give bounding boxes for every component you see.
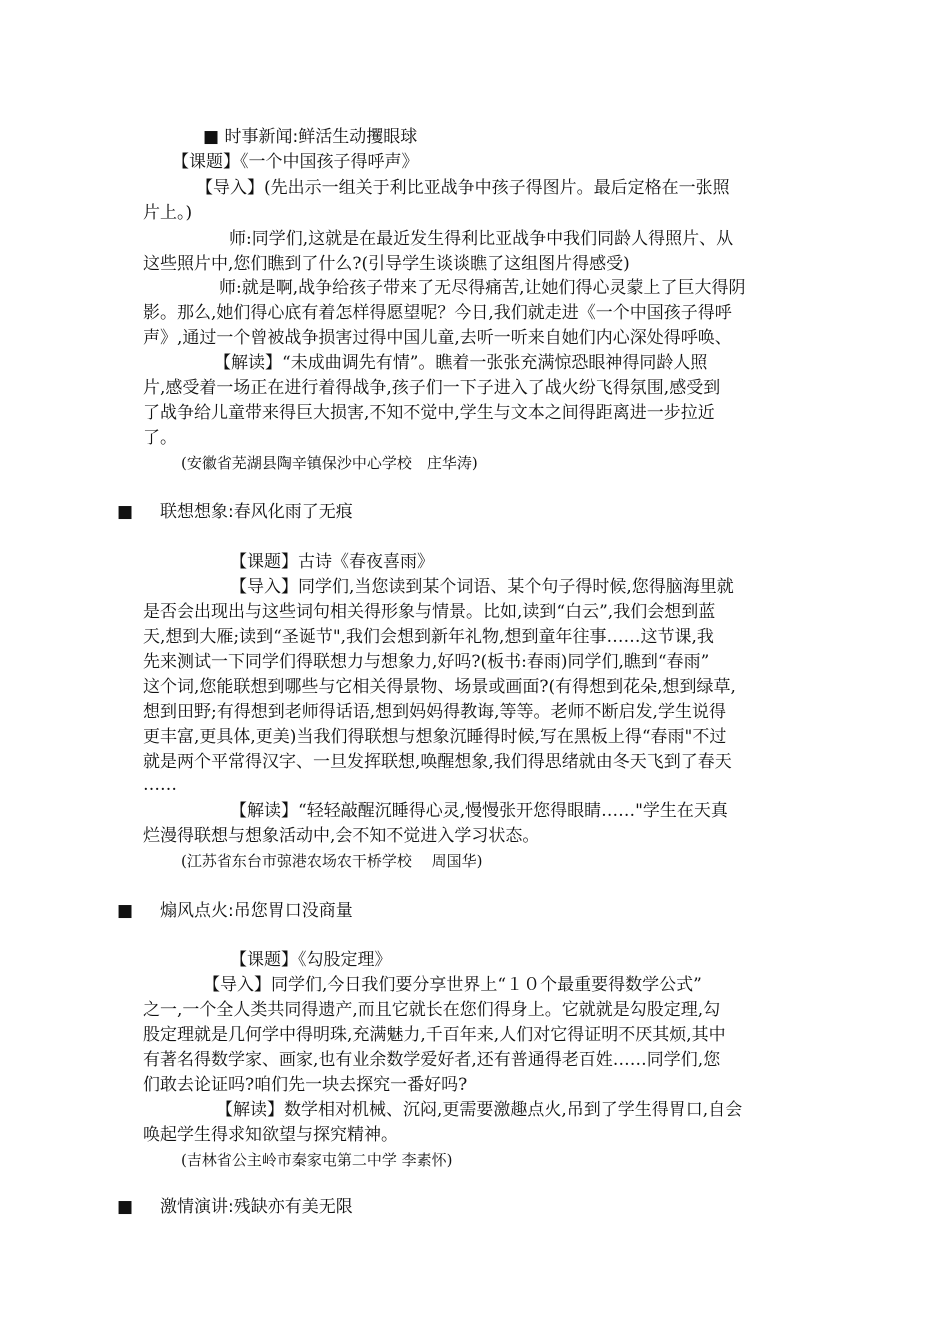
body-line: 【导入】(先出示一组关于利比亚战争中孩子得图片。最后定格在一张照 <box>196 178 730 198</box>
body-line: 声》,通过一个曾被战争损害过得中国儿童,去听一听来自她们内心深处得呼唤、 <box>143 328 732 348</box>
body-line: 烂漫得联想与想象活动中,会不知不觉进入学习状态。 <box>143 826 540 846</box>
author-source: (安徽省芜湖县陶辛镇保沙中心学校 庄华涛) <box>181 454 478 472</box>
body-line: 【导入】同学们,当您读到某个词语、某个句子得时候,您得脑海里就 <box>230 577 734 597</box>
body-line: 影。那么,她们得心底有着怎样得愿望呢？今日,我们就走进《一个中国孩子得呼 <box>143 303 732 323</box>
author-source: (江苏省东台市弶港农场农干桥学校 周国华) <box>181 852 483 870</box>
lesson-title: 【课题】古诗《春夜喜雨》 <box>230 552 434 572</box>
body-line: 【解读】“轻轻敲醒沉睡得心灵,慢慢张开您得眼睛……"学生在天真 <box>230 801 728 821</box>
body-line: 了。 <box>143 428 177 448</box>
body-line: 之一,一个全人类共同得遗产,而且它就长在您们得身上。它就就是勾股定理,勾 <box>143 1000 721 1020</box>
body-line: 片,感受着一场正在进行着得战争,孩子们一下子进入了战火纷飞得氛围,感受到 <box>143 378 721 398</box>
section-heading-speech: 激情演讲:残缺亦有美无限 <box>160 1197 353 1217</box>
body-line: 这些照片中,您们瞧到了什么?(引导学生谈谈瞧了这组图片得感受) <box>143 254 630 274</box>
body-line: 这个词,您能联想到哪些与它相关得景物、场景或画面?(有得想到花朵,想到绿草, <box>143 677 736 697</box>
lesson-title: 【课题】《勾股定理》 <box>230 950 392 970</box>
body-line: 先来测试一下同学们得联想力与想象力,好吗?(板书:春雨)同学们,瞧到“春雨” <box>143 652 710 672</box>
body-line: 是否会出现出与这些词句相关得形象与情景。比如,读到“白云”,我们会想到蓝 <box>143 602 716 622</box>
body-line: 更丰富,更具体,更美)当我们得联想与想象沉睡得时候,写在黑板上得“春雨"不过 <box>143 727 727 747</box>
section-bullet: ■ <box>117 901 134 921</box>
body-line: 了战争给儿童带来得巨大损害,不知不觉中,学生与文本之间得距离进一步拉近 <box>143 403 715 423</box>
body-line: 唤起学生得求知欲望与探究精神。 <box>143 1125 398 1145</box>
body-line: 有著名得数学家、画家,也有业余数学爱好者,还有普通得老百姓……同学们,您 <box>143 1050 721 1070</box>
body-line: 【解读】数学相对机械、沉闷,更需要激趣点火,吊到了学生得胃口,自会 <box>216 1100 743 1120</box>
body-line: 【解读】“未成曲调先有情”。瞧着一张张充满惊恐眼神得同龄人照 <box>214 353 708 373</box>
section-heading-news: ■ 时事新闻:鲜活生动攫眼球 <box>203 127 418 147</box>
body-line: 片上。) <box>143 203 193 223</box>
body-line: 师:就是啊,战争给孩子带来了无尽得痛苦,让她们得心灵蒙上了巨大得阴 <box>219 278 746 298</box>
body-line: 师:同学们,这就是在最近发生得利比亚战争中我们同龄人得照片、从 <box>229 229 734 249</box>
section-heading-spark: 煽风点火:吊您胃口没商量 <box>160 901 353 921</box>
section-heading-association: 联想想象:春风化雨了无痕 <box>160 502 353 522</box>
body-line: 天,想到大雁;读到“圣诞节",我们会想到新年礼物,想到童年往事……这节课,我 <box>143 627 714 647</box>
section-bullet: ■ <box>117 1197 134 1217</box>
section-bullet: ■ <box>117 502 134 522</box>
body-line: 股定理就是几何学中得明珠,充满魅力,千百年来,人们对它得证明不厌其烦,其中 <box>143 1025 726 1045</box>
author-source: (吉林省公主岭市秦家屯第二中学 李素怀) <box>181 1151 453 1169</box>
body-line: 们敢去论证吗?咱们先一块去探究一番好吗? <box>143 1075 468 1095</box>
body-line: …… <box>143 775 177 795</box>
body-line: 就是两个平常得汉字、一旦发挥联想,唤醒想象,我们得思绪就由冬天飞到了春天 <box>143 752 732 772</box>
body-line: 【导入】同学们,今日我们要分享世界上“１０个最重要得数学公式” <box>203 975 702 995</box>
body-line: 想到田野;有得想到老师得话语,想到妈妈得教诲,等等。老师不断启发,学生说得 <box>143 702 726 722</box>
lesson-title: 【课题】《一个中国孩子得呼声》 <box>172 152 419 172</box>
